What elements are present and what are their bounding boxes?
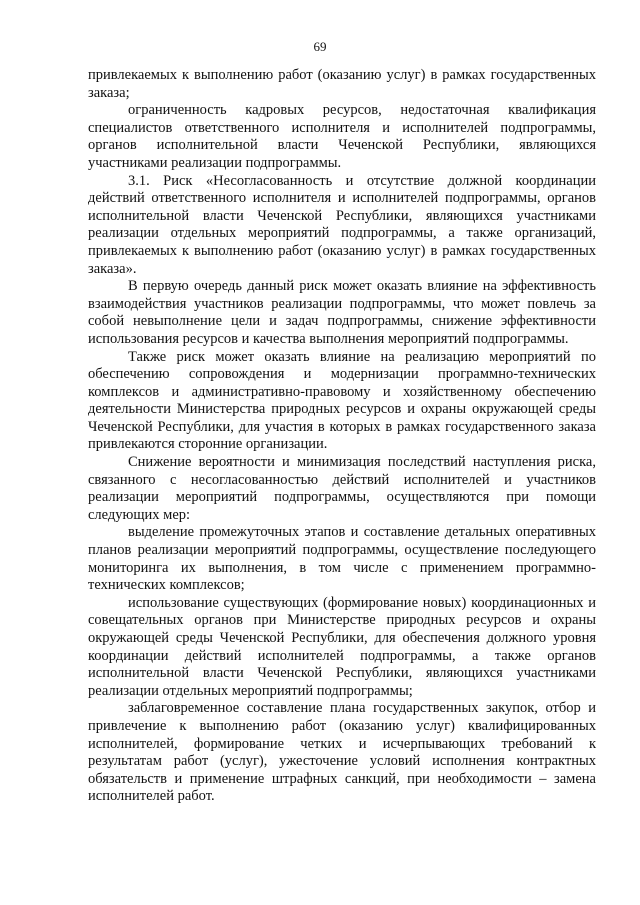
paragraph-9: заблаговременное составление плана государственных закупок, отбор и привлечение к выполнению работ (оказанию услуг) квалифицированных исполнителей, формирование четких и исчерпывающих требований к результатам работ (услуг), ужесточение условий исполнения контрактных обязательств и применение штрафных санкций, при необходимости – замена исполнителей работ.: [88, 700, 596, 805]
paragraph-6: Снижение вероятности и минимизация последствий наступления риска, связанного с несогласованностью действий исполнителей и участников реализации мероприятий подпрограммы, осуществляются при помощи следующих мер:: [88, 454, 596, 523]
page-number: 69: [313, 39, 327, 54]
paragraph-4: В первую очередь данный риск может оказать влияние на эффективность взаимодействия участников реализации подпрограммы, что может повлечь за собой невыполнение цели и задач подпрограммы, снижение эффективности использования ресурсов и качества выполнения мероприятий подпрограммы.: [88, 278, 596, 347]
paragraph-7: выделение промежуточных этапов и составление детальных оперативных планов реализации мероприятий подпрограммы, осуществление последующего мониторинга их выполнения, в том числе с применением программно-технических комплексов;: [88, 524, 596, 594]
paragraph-3: 3.1. Риск «Несогласованность и отсутствие должной координации действий ответственного исполнителя и исполнителей подпрограммы, органов исполнительной власти Чеченской Республики, являющихся участниками реализации отдельных мероприятий подпрограммы, а также организаций, привлекаемых к выполнению работ (оказанию услуг) в рамках государственных заказа».: [88, 172, 596, 277]
paragraph-1: привлекаемых к выполнению работ (оказанию услуг) в рамках государственных заказа;: [88, 67, 596, 101]
paragraph-5: Также риск может оказать влияние на реализацию мероприятий по обеспечению сопровождения и модернизации программно-технических комплексов и административно-правовому и хозяйственному обеспечению деятельности Министерства природных ресурсов и охраны окружающей среды Чеченской Республики, для участия в которых в рамках государственного заказа привлекаются сторонние организации.: [88, 348, 596, 453]
paragraph-2: ограниченность кадровых ресурсов, недостаточная квалификация специалистов ответственного исполнителя и исполнителей подпрограммы, органов исполнительной власти Чеченской Республики, являющихся участниками реализации подпрограммы.: [88, 102, 596, 171]
paragraph-8: использование существующих (формирование новых) координационных и совещательных органов при Министерстве природных ресурсов и охраны окружающей среды Чеченской Республики, для обеспечения должного уровня координации действий исполнителей подпрограммы, а также органов исполнительной власти Чеченской Республики, являющихся участниками реализации отдельных мероприятий подпрограммы;: [88, 594, 596, 699]
document-body: [88, 67, 596, 806]
